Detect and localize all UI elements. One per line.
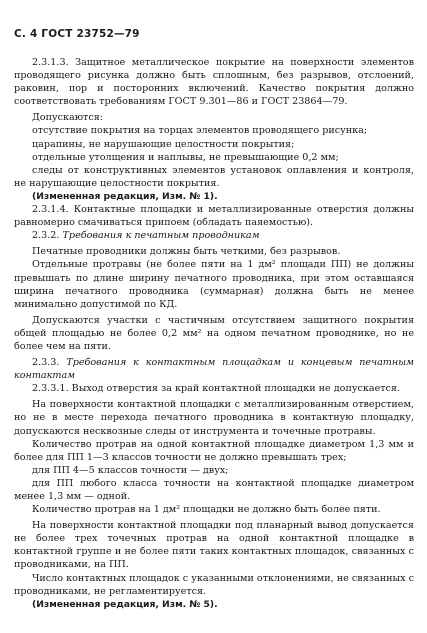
paragraph: Печатные проводники должны быть четкими, без разрывов. — [32, 246, 341, 258]
amendment-note: (Измененная редакция, Изм. № 5). — [32, 598, 218, 610]
section-number: 2.3.2. — [32, 230, 60, 242]
paragraph: Отдельные протравы (не более пяти на 1 дм² площади ПП) не должны превышать по длине ширину печатного проводника, при этом оставшаяся ширина печатного проводника (суммарная) должна быть не менее минимально допустимой по КД. — [14, 259, 414, 310]
page-header: С. 4 ГОСТ 23752—79 — [14, 28, 140, 40]
paragraph: отдельные утолщения и наплывы, не превышающие 0,2 мм; — [32, 151, 339, 163]
section-heading — [14, 356, 414, 382]
paragraph: Допускаются: — [32, 112, 104, 124]
paragraph: царапины, не нарушающие целостности покрытия; — [32, 138, 295, 150]
section-heading — [14, 229, 414, 242]
paragraph: Допускаются участки с частичным отсутствием защитного покрытия общей площадью не более 0,2 мм² на одном печатном проводнике, но не более чем на пяти. — [14, 314, 414, 352]
paragraph: Количество протрав на 1 дм² площадки не должно быть более пяти. — [32, 504, 381, 516]
paragraph: для ПП любого класса точности на контактной площадке диаметром менее 1,3 мм — одной. — [14, 477, 414, 502]
paragraph: Количество протрав на одной контактной площадке диаметром 1,3 мм и более для ПП 1—3 классов точности не должно превышать трех; — [14, 438, 414, 463]
paragraph: отсутствие покрытия на торцах элементов проводящего рисунка; — [32, 125, 368, 137]
section-number: 2.3.3. — [32, 357, 60, 369]
paragraph: следы от конструктивных элементов установок оплавления и контроля, не нарушающие целостности покрытия. — [14, 164, 414, 189]
paragraph: 2.3.1.3. Защитное металлическое покрытие на поверхности элементов проводящего рисунка должно быть сплошным, без разрывов, отслоений, раковин, пор и посторонних включений. Качество покрытия должно соответствовать требованиям ГОСТ 9.301—86 и ГОСТ 23864—79. — [14, 57, 414, 108]
section-title: Требования к печатным проводникам — [62, 230, 260, 242]
section-title: Требования к контактным площадкам и концевым печатным контактам — [14, 357, 414, 382]
paragraph: На поверхности контактной площадки с металлизированным отверстием, но не в месте перехода печатного проводника в контактную площадку, допускаются несквозные следы от инструмента и точечные протравы. — [14, 399, 414, 437]
document-body — [14, 56, 414, 611]
paragraph: 2.3.1.4. Контактные площадки и металлизированные отверстия должны равномерно смачиваться припоем (обладать паяемостью). — [14, 204, 414, 229]
paragraph: для ПП 4—5 классов точности — двух; — [32, 464, 229, 476]
amendment-note: (Измененная редакция, Изм. № 1). — [32, 190, 218, 202]
paragraph: Число контактных площадок с указанными отклонениями, не связанных с проводниками, не регламентируется. — [14, 572, 414, 597]
paragraph: 2.3.3.1. Выход отверстия за край контактной площадки не допускается. — [32, 383, 401, 395]
paragraph: На поверхности контактной площадки под планарный вывод допускается не более трех точечных протрав на одной контактной площадке в контактной группе и не более пяти таких контактных площадок, связанных с проводниками, на ПП. — [14, 520, 414, 571]
